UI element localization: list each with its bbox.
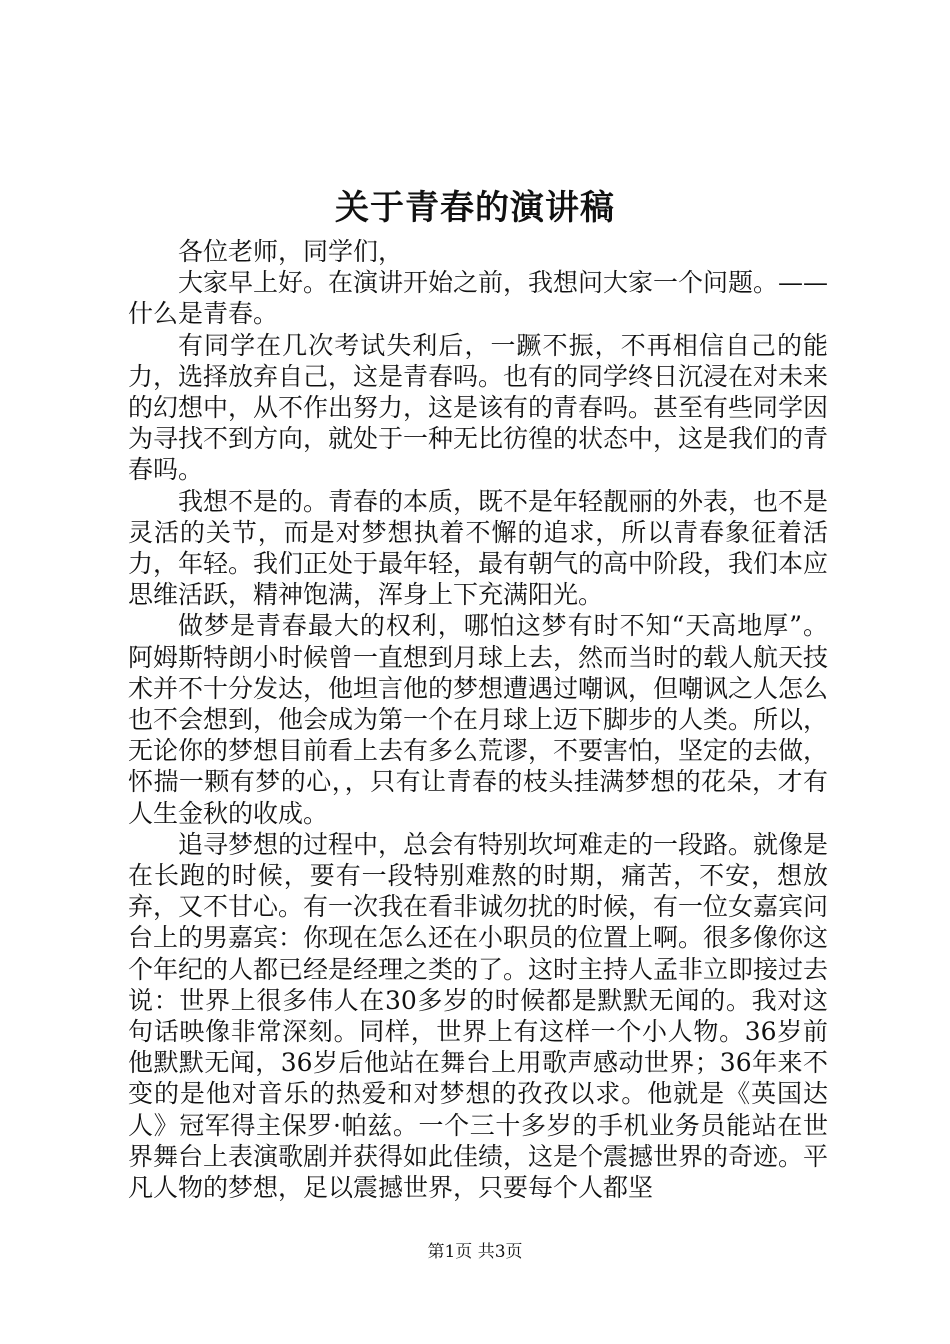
paragraph-essence: 我想不是的。青春的本质，既不是年轻靓丽的外表，也不是灵活的关节，而是对梦想执着不懈的追求，所以青春象征着活力，年轻。我们正处于最年轻，最有朝气的高中阶段，我们本应思维活跃，精神饱满，浑身上下充满阳光。 xyxy=(128,486,829,610)
document-title: 关于青春的演讲稿 xyxy=(335,188,615,228)
paragraph-opening: 大家早上好。在演讲开始之前，我想问大家一个问题。——什么是青春。 xyxy=(128,268,829,329)
page-number: 第1页 共3页 xyxy=(427,1242,523,1262)
paragraph-dream: 做梦是青春最大的权利，哪怕这梦有时不知“天高地厚”。阿姆斯特朗小时候曾一直想到月球上去，然而当时的载人航天技术并不十分发达，他坦言他的梦想遭遇过嘲讽，但嘲讽之人怎么也不会想到，他会成为第一个在月球上迈下脚步的人类。所以，无论你的梦想目前看上去有多么荒谬，不要害怕，坚定的去做，怀揣一颗有梦的心，，只有让青春的枝头挂满梦想的花朵，才有人生金秋的收成。 xyxy=(128,611,829,828)
document-body xyxy=(128,236,828,1203)
paragraph-pursuit: 追寻梦想的过程中，总会有特别坎坷难走的一段路。就像是在长跑的时候，要有一段特别难熬的时期，痛苦，不安，想放弃，又不甘心。有一次我在看非诚勿扰的时候，有一位女嘉宾问台上的男嘉宾：你现在怎么还在小职员的位置上啊。很多像你这个年纪的人都已经是经理之类的了。这时主持人孟非立即接过去说：世界上很多伟人在30多岁的时候都是默默无闻的。我对这句话映像非常深刻。同样，世界上有这样一个小人物。36岁前他默默无闻，36岁后他站在舞台上用歌声感动世界；36年来不变的是他对音乐的热爱和对梦想的孜孜以求。他就是《英国达人》冠军得主保罗·帕兹。一个三十多岁的手机业务员能站在世界舞台上表演歌剧并获得如此佳绩，这是个震撼世界的奇迹。平凡人物的梦想，足以震撼世界，只要每个人都坚 xyxy=(128,829,829,1203)
paragraph-greeting: 各位老师，同学们， xyxy=(178,237,404,266)
paragraph-questions: 有同学在几次考试失利后，一蹶不振，不再相信自己的能力，选择放弃自己，这是青春吗。也有的同学终日沉浸在对未来的幻想中，从不作出努力，这是该有的青春吗。甚至有些同学因为寻找不到方向，就处于一种无比彷徨的状态中，这是我们的青春吗。 xyxy=(128,330,829,485)
